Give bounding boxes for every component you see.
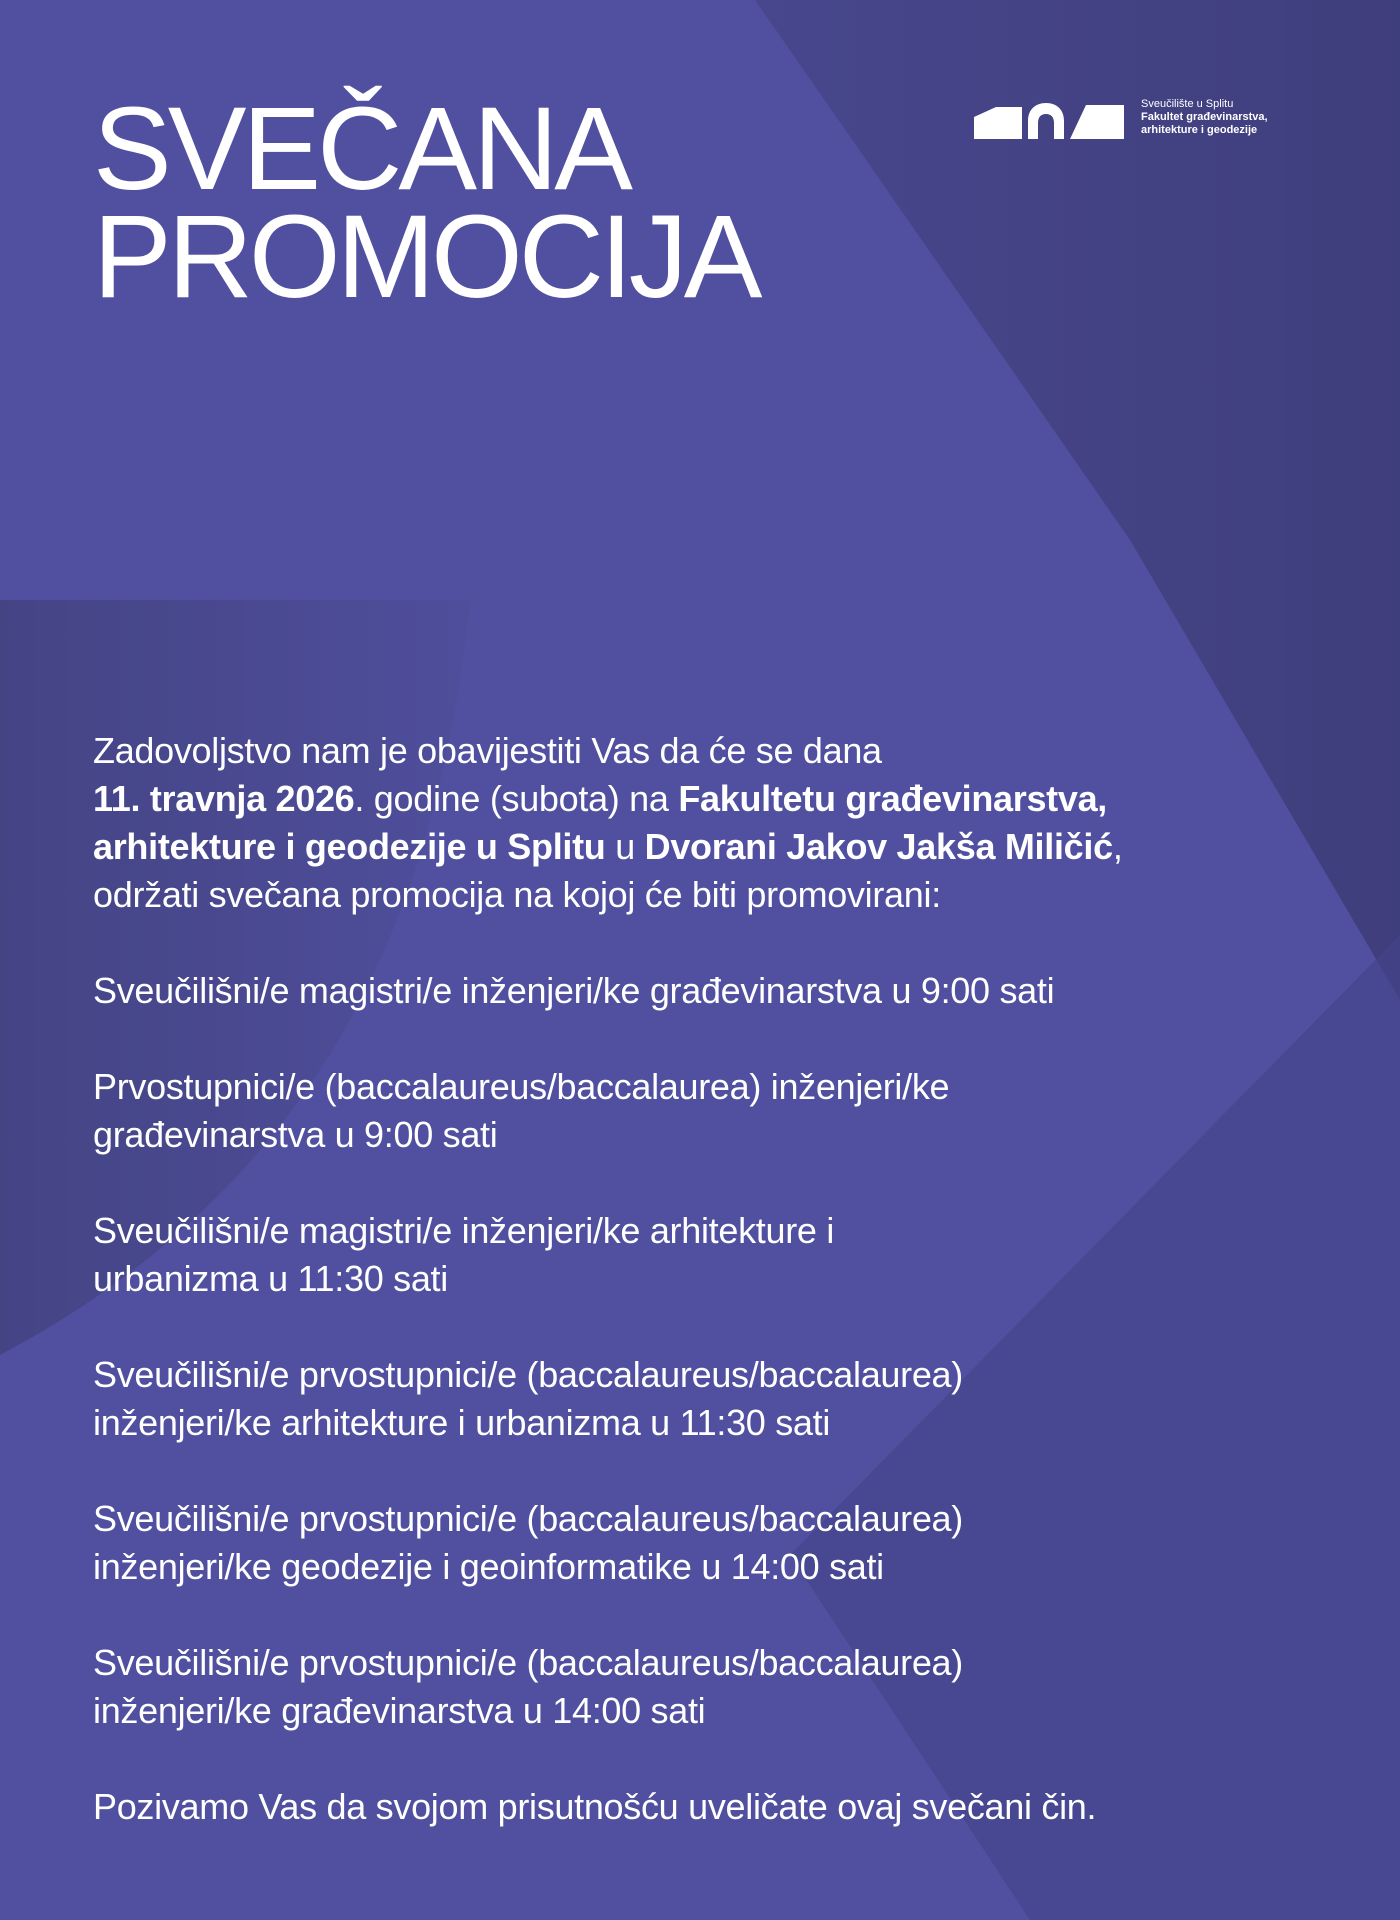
program-line: urbanizma u 11:30 sati bbox=[93, 1258, 448, 1299]
intro-text-3: u bbox=[605, 826, 645, 867]
title-line-2: PROMOCIJA bbox=[93, 191, 759, 323]
program-line: inženjeri/ke arhitekture i urbanizma u 11:30 sati bbox=[93, 1402, 831, 1443]
program-line: Prvostupnici/e (baccalaureus/baccalaurea) inženjeri/ke bbox=[93, 1066, 950, 1107]
program-line: Sveučilišni/e prvostupnici/e (baccalaureus/baccalaurea) bbox=[93, 1354, 963, 1395]
program-item bbox=[93, 1495, 1333, 1591]
logo-text bbox=[1141, 98, 1268, 137]
intro-line-2 bbox=[93, 775, 1333, 823]
program-line: Sveučilišni/e prvostupnici/e (baccalaureus/baccalaurea) bbox=[93, 1642, 963, 1683]
intro-text-4: , bbox=[1112, 826, 1123, 867]
program-item bbox=[93, 967, 1333, 1015]
program-line: inženjeri/ke geodezije i geoinformatike u 14:00 sati bbox=[93, 1546, 884, 1587]
intro-line-4 bbox=[93, 871, 1333, 919]
hall-name: Dvorani Jakov Jakša Miličić bbox=[644, 826, 1113, 867]
program-line: Sveučilišni/e magistri/e inženjeri/ke arhitekture i bbox=[93, 1210, 835, 1251]
program-item bbox=[93, 1207, 1333, 1303]
program-item bbox=[93, 1351, 1333, 1447]
faculty-name-b: arhitekture i geodezije u Splitu bbox=[93, 826, 606, 867]
logo-faculty-line2: arhitekture i geodezije bbox=[1141, 124, 1258, 136]
closing-paragraph bbox=[93, 1783, 1333, 1831]
title-line-1: SVEČANA bbox=[93, 83, 629, 215]
faculty-logo-icon bbox=[974, 101, 1124, 139]
logo-university: Sveučilište u Splitu bbox=[1141, 98, 1234, 110]
program-line: Sveučilišni/e magistri/e inženjeri/ke građevinarstva u 9:00 sati bbox=[93, 970, 1055, 1011]
logo-faculty-line1: Fakultet građevinarstva, bbox=[1141, 111, 1268, 123]
program-line: inženjeri/ke građevinarstva u 14:00 sati bbox=[93, 1690, 706, 1731]
intro-line-1 bbox=[93, 727, 1333, 775]
intro-text-5: održati svečana promocija na kojoj će biti promovirani: bbox=[93, 874, 941, 915]
program-line: Sveučilišni/e prvostupnici/e (baccalaureus/baccalaurea) bbox=[93, 1498, 963, 1539]
closing-text: Pozivamo Vas da svojom prisutnošću uveličate ovaj svečani čin. bbox=[93, 1786, 1097, 1827]
faculty-name-a: Fakultetu građevinarstva, bbox=[678, 778, 1107, 819]
event-date: 11. travnja 2026 bbox=[93, 778, 355, 819]
program-line: građevinarstva u 9:00 sati bbox=[93, 1114, 498, 1155]
announcement-body bbox=[93, 727, 1333, 1879]
faculty-logo bbox=[974, 98, 1304, 142]
program-item bbox=[93, 1063, 1333, 1159]
intro-text-2: . godine (subota) na bbox=[354, 778, 679, 819]
program-item bbox=[93, 1639, 1333, 1735]
intro-paragraph bbox=[93, 727, 1333, 919]
page-title bbox=[93, 83, 759, 323]
intro-text-1: Zadovoljstvo nam je obavijestiti Vas da će se dana bbox=[93, 730, 882, 771]
intro-line-3 bbox=[93, 823, 1333, 871]
